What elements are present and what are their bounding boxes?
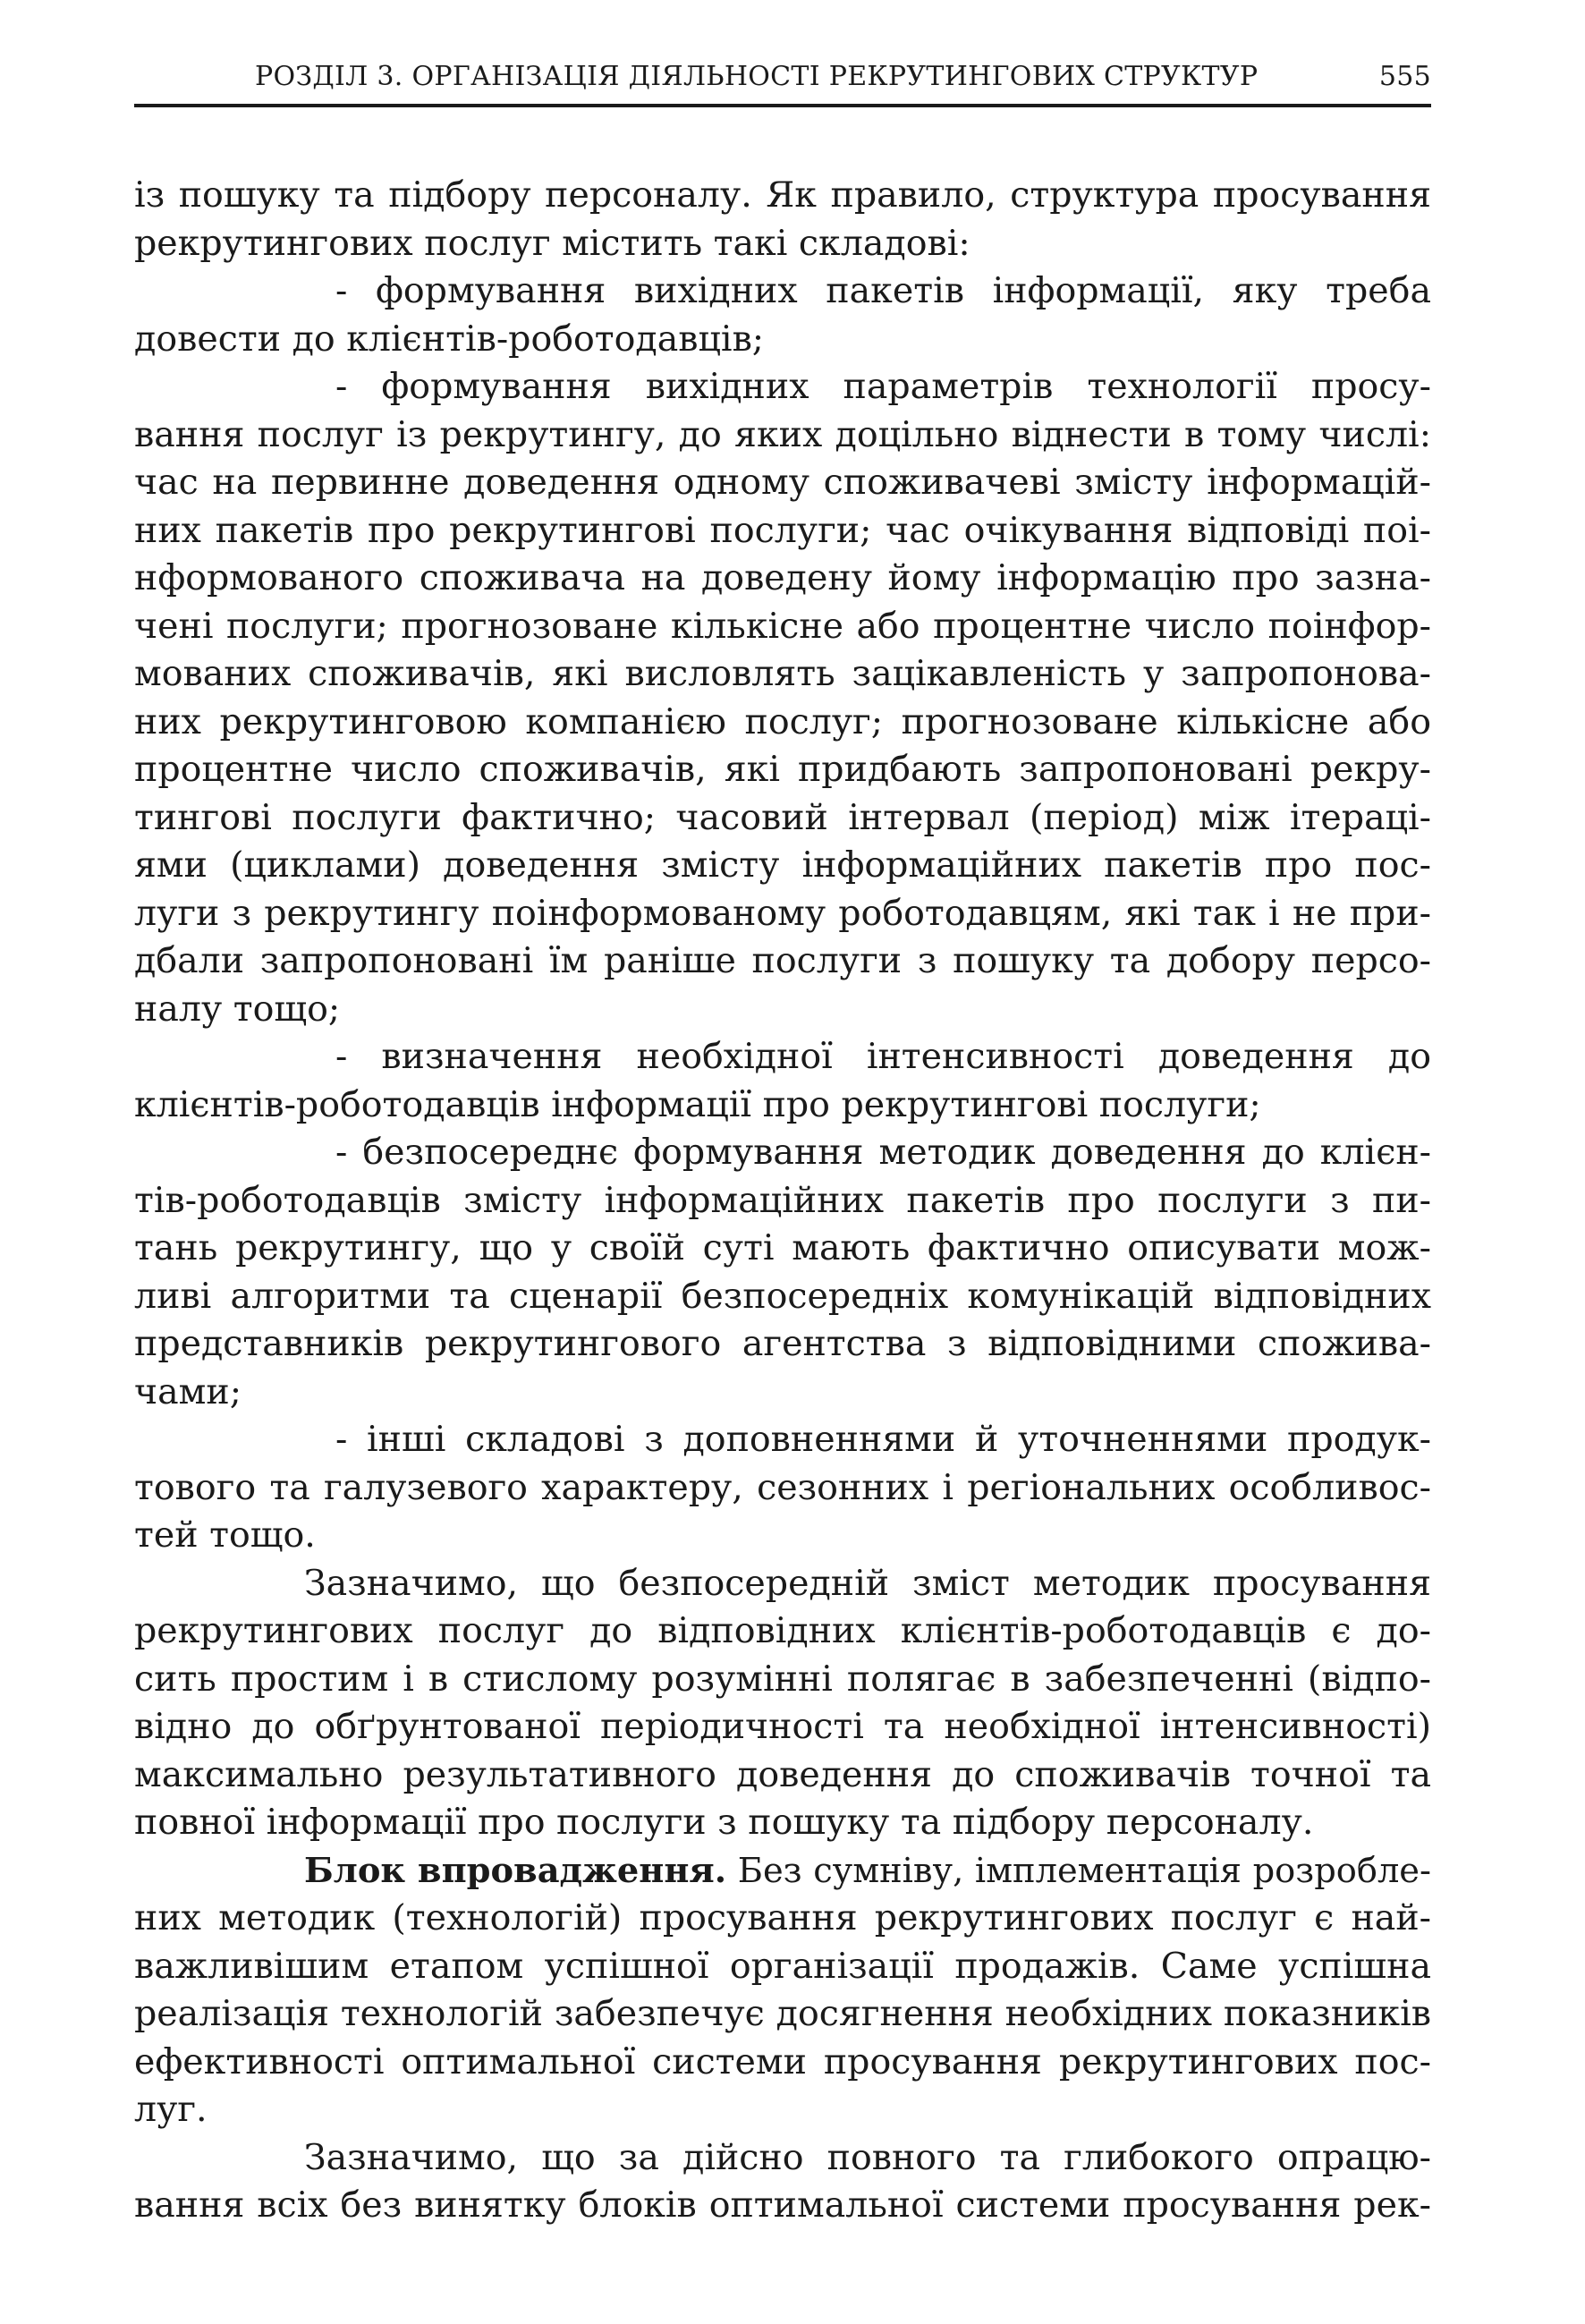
text-line: чами;: [134, 1370, 242, 1412]
text-line: час на первинне доведення одному споживачеві змісту інформацій-: [134, 462, 1431, 503]
text-line: сить простим і в стислому розумінні полягає в забезпеченні (відпо-: [134, 1658, 1431, 1700]
text-line: них пакетів про рекрутингові послуги; час очікування відповіді поі-: [134, 509, 1431, 551]
text-line: вання всіх без винятку блоків оптимальної системи просування рек-: [134, 2184, 1431, 2226]
text-line: реалізація технологій забезпечує досягнення необхідних показників: [134, 1993, 1431, 2034]
text-line: рекрутингових послуг до відповідних клієнтів-роботодавців є до-: [134, 1610, 1431, 1651]
text-line: чені послуги; прогнозоване кількісне або процентне число поінфор-: [134, 605, 1431, 647]
text-line: із пошуку та підбору персоналу. Як правило, структура просування: [134, 174, 1431, 216]
text-line: тів-роботодавців змісту інформаційних пакетів про послуги з пи-: [134, 1179, 1431, 1221]
text-line: повної інформації про послуги з пошуку та підбору персоналу.: [134, 1802, 1314, 1843]
body-text: [134, 172, 1431, 2230]
text-line: ливі алгоритми та сценарії безпосередніх комунікацій відповідних: [134, 1275, 1431, 1317]
text-line: вання послуг із рекрутингу, до яких доцільно віднести в тому числі:: [134, 413, 1431, 455]
text-line: відно до обґрунтованої періодичності та необхідної інтенсивності): [134, 1706, 1431, 1747]
page-number: 555: [1378, 61, 1431, 92]
text-line: тей тощо.: [134, 1514, 316, 1556]
block-heading: Блок впровадження.: [304, 1850, 727, 1891]
text-line: клієнтів-роботодавців інформації про рекрутингові послуги;: [134, 1083, 1261, 1125]
text-line: важливішим етапом успішної організації продажів. Саме успішна: [134, 1945, 1431, 1987]
paragraph-first-line: [134, 1847, 1431, 1896]
chapter-title: РОЗДІЛ 3. ОРГАНІЗАЦІЯ ДІЯЛЬНОСТІ РЕКРУТИНГОВИХ СТРУКТУР: [255, 61, 1259, 92]
text-line: довести до клієнтів-роботодавців;: [134, 318, 765, 360]
list-item-line: - формування вихідних параметрів технології просу-: [335, 366, 1431, 407]
text-line: ефективності оптимальної системи просування рекрутингових пос-: [134, 2040, 1431, 2082]
text-line: дбали запропоновані їм раніше послуги з пошуку та добору персо-: [134, 940, 1431, 981]
paragraph-first-line: Зазначимо, що безпосередній зміст методик просування: [304, 1562, 1431, 1604]
list-item-line: - формування вихідних пакетів інформації, яку треба: [335, 270, 1431, 311]
text-line: процентне число споживачів, які придбають запропоновані рекру-: [134, 749, 1431, 790]
text-line: них рекрутинговою компанією послуг; прогнозоване кількісне або: [134, 700, 1431, 742]
paragraph-first-line: Зазначимо, що за дійсно повного та глибокого опрацю-: [304, 2136, 1431, 2178]
text-line: тового та галузевого характеру, сезонних і регіональних особливос-: [134, 1466, 1431, 1508]
text-line: тингові послуги фактично; часовий інтервал (період) між ітераці-: [134, 796, 1431, 838]
text-line: тань рекрутингу, що у своїй суті мають фактично описувати мож-: [134, 1227, 1431, 1268]
list-item-line: - визначення необхідної інтенсивності доведення до: [335, 1036, 1431, 1077]
text-fragment: Без сумніву, імплементація розробле-: [737, 1850, 1431, 1891]
text-line: максимально результативного доведення до споживачів точної та: [134, 1753, 1431, 1795]
text-line: них методик (технологій) просування рекрутингових послуг є най-: [134, 1897, 1431, 1938]
text-line: представників рекрутингового агентства з відповідними спожива-: [134, 1323, 1431, 1364]
list-item-line: - інші складові з доповненнями й уточненнями продук-: [335, 1419, 1431, 1460]
text-line: нформованого споживача на доведену йому інформацію про зазна-: [134, 557, 1431, 598]
text-line: налу тощо;: [134, 988, 341, 1030]
text-line: луги з рекрутингу поінформованому роботодавцям, які так і не при-: [134, 892, 1431, 934]
text-line: ями (циклами) доведення змісту інформаційних пакетів про пос-: [134, 844, 1431, 886]
text-line: мованих споживачів, які висловлять зацікавленість у запропонова-: [134, 653, 1431, 694]
text-line: луг.: [134, 2089, 208, 2130]
text-line: рекрутингових послуг містить такі складові:: [134, 222, 970, 264]
list-item-line: - безпосереднє формування методик доведення до клієн-: [335, 1132, 1431, 1173]
running-header: [134, 54, 1431, 107]
